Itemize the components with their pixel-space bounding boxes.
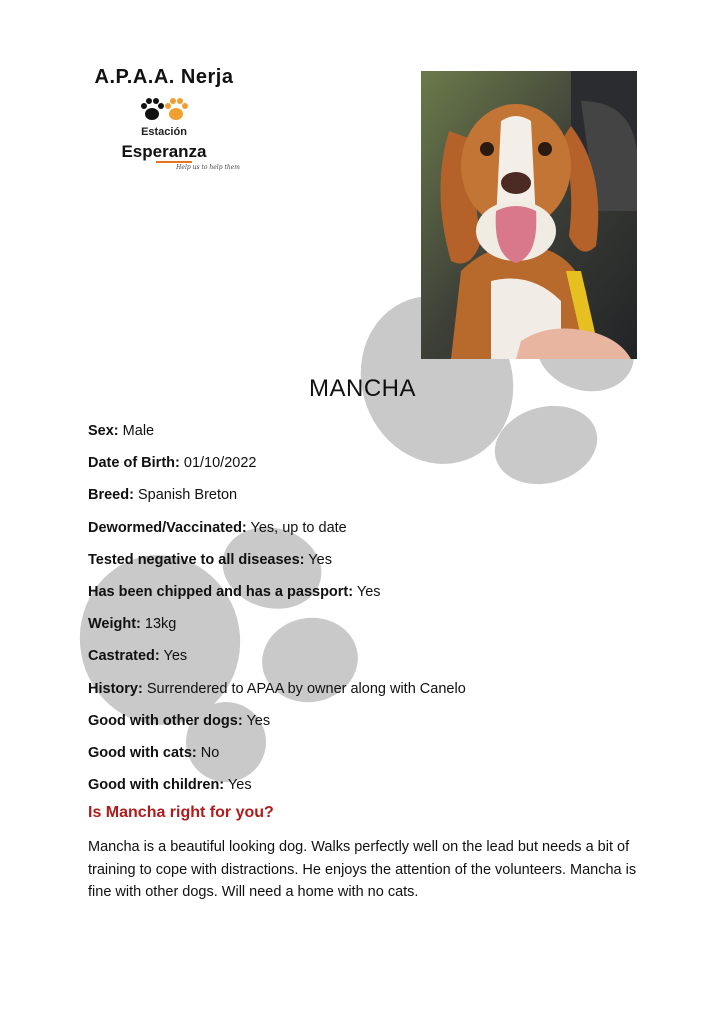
field-dewormed <box>88 518 648 550</box>
field-weight <box>88 614 648 646</box>
field-value: 13kg <box>144 616 177 633</box>
field-value: No <box>200 744 220 761</box>
field-value: Yes <box>308 551 332 568</box>
field-sex <box>88 421 648 453</box>
field-label: Breed: <box>88 487 134 504</box>
field-label: Weight: <box>88 616 141 633</box>
section-heading: Is Mancha right for you? <box>88 804 274 821</box>
field-good-with-dogs <box>88 711 648 743</box>
field-value: Yes <box>163 648 188 665</box>
field-value: Yes, up to date <box>250 519 347 536</box>
field-value: Yes <box>227 777 252 794</box>
field-value: Yes <box>246 712 271 729</box>
field-tested <box>88 550 648 582</box>
field-label: Dewormed/Vaccinated: <box>88 519 247 536</box>
field-value: Surrendered to APAA by owner along with Canelo <box>146 680 466 697</box>
field-good-with-cats <box>88 743 648 775</box>
field-castrated <box>88 646 648 678</box>
field-date-of-birth <box>88 453 648 485</box>
logo-station: Estación <box>141 126 187 138</box>
field-label: Date of Birth: <box>88 455 180 472</box>
field-label: Good with cats: <box>88 744 197 761</box>
field-chipped <box>88 582 648 614</box>
field-label: Good with other dogs: <box>88 712 243 729</box>
field-value: 01/10/2022 <box>183 455 257 472</box>
field-label: Castrated: <box>88 648 160 665</box>
logo-name: Esperanza <box>121 142 207 161</box>
logo-tag-bar <box>156 161 192 163</box>
dog-photo-icon <box>421 71 637 359</box>
dog-name: MANCHA <box>308 375 416 402</box>
field-value: Spanish Breton <box>137 487 238 504</box>
field-label: History: <box>88 680 143 697</box>
field-value: Male <box>122 423 155 439</box>
paw-icon <box>138 96 192 124</box>
logo-title: A.P.A.A. Nerja <box>94 66 234 88</box>
field-label: Has been chipped and has a passport: <box>88 583 354 600</box>
field-good-with-children <box>88 775 648 807</box>
apaa-logo <box>90 66 240 176</box>
logo-tagline: Help us to help them <box>176 164 240 171</box>
field-history <box>88 679 648 711</box>
field-label: Tested negative to all diseases: <box>88 551 305 568</box>
dog-details-list <box>88 421 648 807</box>
description-paragraph: Mancha is a beautiful looking dog. Walks perfectly well on the lead but needs a bit of training to cope with distractions. He enjoys the attention of the volunteers. Mancha is fine with other dogs. Will need a home with no cats. <box>88 839 637 900</box>
field-breed <box>88 485 648 517</box>
field-label: Good with children: <box>88 777 225 794</box>
field-label: Sex: <box>88 423 119 439</box>
field-value: Yes <box>356 583 381 600</box>
